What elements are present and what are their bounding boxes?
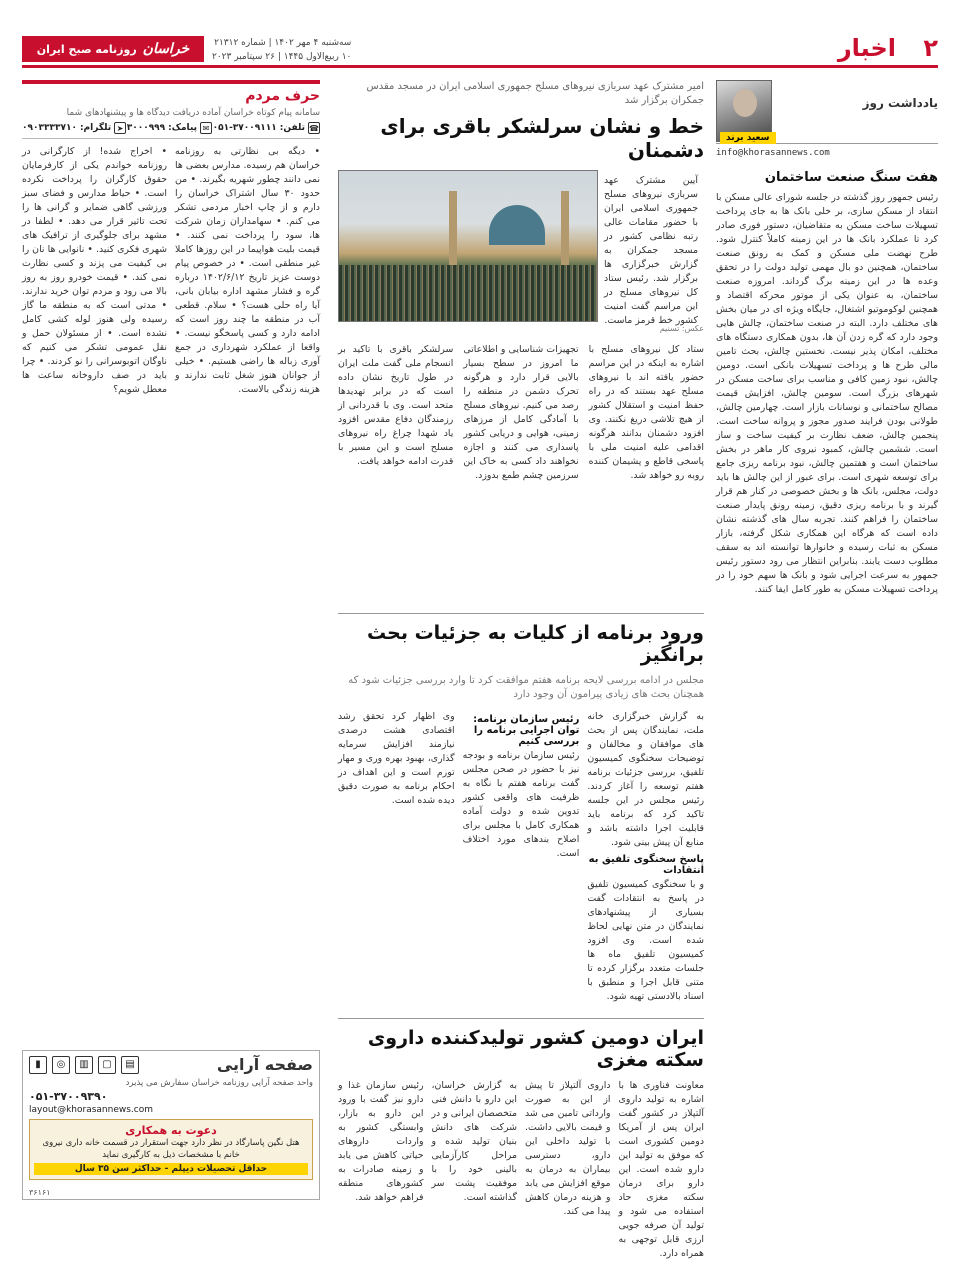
brand-box[interactable] — [22, 36, 204, 62]
editorial-headline: هفت سنگ صنعت ساختمان — [764, 170, 938, 185]
contact-telegram[interactable]: ➤ تلگرام: ۰۹۰۳۳۳۳۷۱۰ — [22, 122, 126, 134]
layout-ad-header — [23, 1051, 319, 1078]
article2-col2: و با سخنگوی کمیسیون تلفیق در پاسخ به انتقادات گفت بسیاری از پیشنهادهای نمایندگان در متن نهایی لحاظ شده است. وی افزود کمیسیون تلفیق ماه ها جلسات متعدد برگزار کرده تا متنی قابل اجرا و منطبق با اسناد بالادستی تهیه شود. — [587, 879, 704, 1002]
article2-headline[interactable]: ورود برنامه از کلیات به جزئیات بحث برانگیز — [367, 622, 704, 666]
layout-ad-phone[interactable]: ۰۵۱-۳۷۰۰۹۳۹۰ — [29, 1090, 108, 1103]
peoples-voice-columns — [22, 145, 320, 1035]
peoples-voice-box — [22, 80, 320, 1035]
peoples-voice-area — [22, 80, 320, 1200]
article3-col4: رئیس سازمان غذا و دارو نیز گفت با ورود این دارو به بازار، وابستگی کشور به واردات داروهای حیاتی کاهش می یابد و زمینه صادرات به کشورهای منطقه فراهم خواهد شد. — [338, 1080, 424, 1203]
brand-logo: خراسان — [142, 41, 190, 57]
author-email[interactable]: info@khorasannews.com — [716, 148, 830, 158]
job-invite-text: هتل نگین پاسارگاد در نظر دارد جهت استقرار در قسمت خانه داری نیروی خانم با مشخصات ذیل به کارگیری نماید — [42, 1138, 300, 1160]
article3-col1: معاونت فناوری ها با اشاره به تولید داروی آلتپلاز در کشور گفت ایران پس از آمریکا دومین کشوری است که موفق به تولید این دارو شده است. این دارو برای درمان سکته مغزی حاد استفاده می شود و تولید آن صرفه جویی ارزی قابل توجهی به همراه دارد. — [618, 1080, 704, 1259]
contact-sms[interactable]: ✉ پیامک: ۳۰۰۰۹۹۹ — [127, 122, 212, 134]
article2-columns — [338, 710, 704, 1010]
article3-columns — [338, 1079, 704, 1259]
article1-headline[interactable]: خط و نشان سرلشکر باقری برای دشمنان — [380, 114, 704, 162]
editorial-body: رئیس جمهور روز گذشته در جلسه شورای عالی مسکن با انتقاد از مسکن سازی، بر خلی بانک ها به جای پرداخت تسهیلات ساخت مسکن به متقاضیان، دستور فوری صادر کرد تا عملکرد بانک ها در این زمینه کاملاً کنترل شود. طرح نهضت ملی مسکن و کمک به رونق صنعت ساختمان، همچنین دو بال مهمی تولید دولت را در تحقق وعده ها در این زمینه برگ گرداند. امروزه صنعت ساختمان، به عنوان یکی از موتور محرکه اقتصاد و همچنین لوکوموتیو اشتغال، جایگاه ویژه ای در میان بخش های مختلف دارد. البته در صنعت ساختمان، چالش هایی وجود دارد که گره زدن آن ها، بدون همکاری دستگاه های مختلف، امکان پذیر نیست. نخستین چالش، بحث تامین مالی طرح ها و پرداخت تسهیلات بانکی است. دومین چالش، نبود زمین کافی و مناسب برای ساخت مسکن در شهرهای بزرگ است. سومین چالش، افزایش قیمت مصالح ساختمانی و نوسانات بازار است. چهارمین چالش، طولانی بودن فرایند صدور مجوز و پروانه ساخت است. پنجمین چالش، ضعف نظارت بر کیفیت ساخت و ساز است. ششمین چالش، کمبود نیروی کار ماهر در بخش ساختمان است و هفتمین چالش، نبود برنامه ریزی جامع برای توسعه شهری است. برای عبور از این چالش ها باید دولت، مجلس، بانک ها و بخش خصوصی در کنار هم قرار گیرند و با برنامه ریزی دقیق، زمینه رونق پایدار صنعت ساختمان را فراهم کنند. تجربه سال های گذشته نشان داده است که هرگاه این همکاری شکل گرفته، بازار مسکن به ثبات رسیده و خانوارها توانسته اند به سقف مطلوب دست یابند. بنابراین انتظار می رود دستور رئیس جمهور به سرعت اجرایی شود و بانک ها سهم خود را در پرداخت تسهیلات مسکن به طور کامل ایفا کنند. — [716, 192, 938, 595]
brochure-icon: ▥ — [75, 1056, 93, 1074]
article1-col3: سرلشکر باقری با تاکید بر انسجام ملی گفت ملت ایران در طول تاریخ نشان داده است که در برابر تهدیدها متحد است. وی با قدردانی از رزمندگان دفاع مقدس افزود یاد شهدا چراغ راه نیروهای مسلح است و این مسیر با قدرت ادامه خواهد یافت. — [338, 344, 454, 467]
layout-ad-box[interactable] — [22, 1050, 320, 1200]
article2-subhead-2: پاسخ سخنگوی تلفیق به انتقادات — [588, 854, 704, 876]
logo-icon: ◎ — [52, 1056, 70, 1074]
article2-col3: رئیس سازمان برنامه و بودجه نیز با حضور در صحن مجلس گفت برنامه هفتم با نگاه به ظرفیت های واقعی کشور تدوین شده و دولت آماده همکاری کامل با مجلس برای اصلاح بندهای مورد اختلاف است. — [462, 750, 580, 859]
article1-intro: آیین مشترک عهد سربازی نیروهای مسلح جمهوری اسلامی ایران با حضور مقامات عالی رتبه نظامی کشور در مسجد جمکران به گزارش خبرگزاری ها برگزار شد. رئیس ستاد کل نیروهای مسلح در این مراسم گفت امنیت کشور خط قرمز ماست. — [604, 175, 698, 326]
peoples-voice-subtitle: سامانه پیام کوتاه خراسان آماده دریافت دیدگاه ها و پیشنهادهای شما — [66, 108, 320, 118]
layout-ad-subtitle: واحد صفحه آرایی روزنامه خراسان سفارش می پذیرد — [125, 1078, 313, 1088]
poster-icon: ▢ — [98, 1056, 116, 1074]
article2-subhead-1: رئیس سازمان برنامه: توان اجرایی برنامه را بررسی کنیم — [473, 714, 580, 747]
layout-services — [29, 1056, 139, 1074]
page-header — [22, 28, 938, 68]
main-news-area — [338, 80, 704, 1259]
layout-ad-title: صفحه آرایی — [216, 1055, 313, 1074]
article1-kicker: امیر مشترک عهد سربازی نیروهای مسلح جمهوری اسلامی ایران در مسجد مقدس جمکران برگزار شد — [366, 81, 704, 106]
phone-icon: ☎ — [309, 123, 319, 133]
article2-lead: مجلس در ادامه بررسی لایحه برنامه هفتم موافقت کرد تا وارد بررسی جزئیات شود که همچنان بحث های زیادی پیرامون آن وجود دارد — [348, 675, 704, 700]
sms-icon: ✉ — [200, 122, 212, 134]
section-title: اخبار — [837, 34, 896, 62]
contact-phone[interactable]: ☎ تلفن: ۰۵۱-۳۷۰۰۹۱۱۱ — [212, 123, 319, 133]
book-icon: ▮ — [29, 1056, 47, 1074]
issue-date-alt: ۱۰ ربیع‌الاول ۱۴۴۵ | ۲۶ سپتامبر ۲۰۲۳ — [212, 52, 352, 62]
article1-col2: تجهیزات شناسایی و اطلاعاتی ما امروز در سطح بسیار بالایی قرار دارد و هرگونه تحرک دشمن در منطقه را رصد می کنیم. نیروهای مسلح با آمادگی کامل از مرزهای زمینی، هوایی و دریایی کشور پاسداری می کنند و اجازه نخواهند داد کسی به خاک این سرزمین چشم طمع بدوزد. — [463, 344, 579, 481]
issue-info — [212, 36, 351, 64]
editorial-column — [716, 80, 938, 1210]
telegram-icon: ➤ — [114, 122, 126, 134]
catalog-icon: ▤ — [121, 1056, 139, 1074]
ad-code: ۳۶۱۶۱ — [29, 1188, 51, 1197]
contact-row — [22, 122, 320, 139]
article3-col3: به گزارش خراسان، این دارو با دانش فنی متخصصان ایرانی و در شرکت های دانش بنیان تولید شده و مراحل کارآزمایی بالینی خود را با موفقیت پشت سر گذاشته است. — [431, 1080, 517, 1203]
peoples-voice-col2: • اخراج شده! از کارگرانی در روزنامه خواندم یکی از کارفرمایان حقوق کارگران را پرداخت نکرده است. • حیاط مدارس و فضای سبز ورزشی گاهی ضمایر و گرانی ها را تحت تاثیر قرار می دهد. • لطفا در مشهد برای جلوگیری از ترافیک های شهری فکری کنید. • نانوایی ها نان را بی کیفیت می پزند و کسی نظارت نمی کند. • قیمت خودرو روز به روز بالا می رود و مردم توان خرید ندارند. • مدتی است که به منطقه ما گاز رسیده ولی هنوز لوله کشی کامل نشده است. • از مسئولان حمل و نقل عمومی تشکر می کنیم که ناوگان اتوبوسرانی را نو کردند. • چرا باید در صف داروخانه ساعت ها معطل شویم؟ — [22, 146, 167, 395]
article3-col2: داروی آلتپلاز تا پیش از این به صورت وارداتی تامین می شد و قیمت بالایی داشت. با تولید داخلی این دارو، دسترسی بیماران به درمان به موقع افزایش می یابد و هزینه درمان کاهش پیدا می کند. — [525, 1080, 611, 1217]
photo-credit: عکس: تسنیم — [659, 324, 704, 333]
editorial-header — [716, 80, 938, 144]
article1-columns — [338, 343, 704, 605]
article2-col4: وی اظهار کرد تحقق رشد اقتصادی هشت درصدی نیازمند افزایش سرمایه گذاری، بهبود بهره وری و مهار تورم است و این اهداف در احکام برنامه به صورت دقیق دیده شده است. — [337, 711, 455, 806]
article3-headline[interactable]: ایران دومین کشور تولیدکننده داروی سکته مغزی — [367, 1027, 704, 1071]
mosque-photo — [338, 170, 598, 322]
peoples-voice-col1: • دیگه بی نظارتی به روزنامه خراسان هم رسیده. مدارس بعضی ها نمی دانند چطور شهریه بگیرند. • من حدود ۳۰ سال اشتراک خراسان را دارم و از چاپ اخبار مردمی تشکر می کنم. • سهامداران زمان شرکت ها، سود را پرداخت نمی کنند. • قیمت بلیت هواپیما در این روزها کاملا غیر منطقی است. • در خصوص پیام دوست عزیز تاریخ ۱۴۰۲/۶/۱۲ درباره گره و فشار مشهد اداره بیابان بانی، آیا راه حلی هست؟ • سلام. قطعی آب در منطقه ما چند روز است که ادامه دارد و کسی پاسخگو نیست. • واقعا از عملکرد شهرداری در جمع آوری زباله ها راضی هستیم. • خیلی از جوانان هنوز شغل ثابت ندارند و هزینه زندگی بالاست. — [175, 146, 321, 395]
brand-name: روزنامه صبح ایران — [36, 42, 137, 56]
job-invite — [29, 1119, 313, 1180]
author-name: سعید برند — [720, 132, 776, 144]
layout-ad-email[interactable]: layout@khorasannews.com — [29, 1105, 154, 1115]
editorial-label: یادداشت روز — [862, 96, 938, 110]
job-invite-requirements: حداقل تحصیلات دیپلم - حداکثر سن ۳۵ سال — [34, 1163, 308, 1175]
job-invite-title: دعوت به همکاری — [125, 1124, 217, 1137]
page-number: ۲ — [923, 34, 938, 62]
issue-date: سه‌شنبه ۴ مهر ۱۴۰۲ | شماره ۲۱۳۱۲ — [214, 38, 352, 48]
article1-col1: ستاد کل نیروهای مسلح با اشاره به اینکه در این مراسم حضور یافته اند با نیروهای مسلح عهد بستند که در راه حفظ امنیت و استقلال کشور از هیچ تلاشی دریغ نکنند. وی افزود دشمنان بدانند هرگونه اقدامی علیه امنیت ملی با پاسخی قاطع و پشیمان کننده روبه رو خواهد شد. — [588, 344, 704, 481]
peoples-voice-title: حرف مردم — [245, 88, 320, 104]
article2-col1: به گزارش خبرگزاری خانه ملت، نمایندگان پس از بحث های موافقان و مخالفان و توضیحات سخنگوی کمیسیون تلفیق، بررسی جزئیات برنامه هفتم توسعه را آغاز کردند. رئیس مجلس در این جلسه تاکید کرد که برنامه باید قابلیت اجرا داشته باشد و منابع آن پیش بینی شود. — [587, 711, 704, 848]
